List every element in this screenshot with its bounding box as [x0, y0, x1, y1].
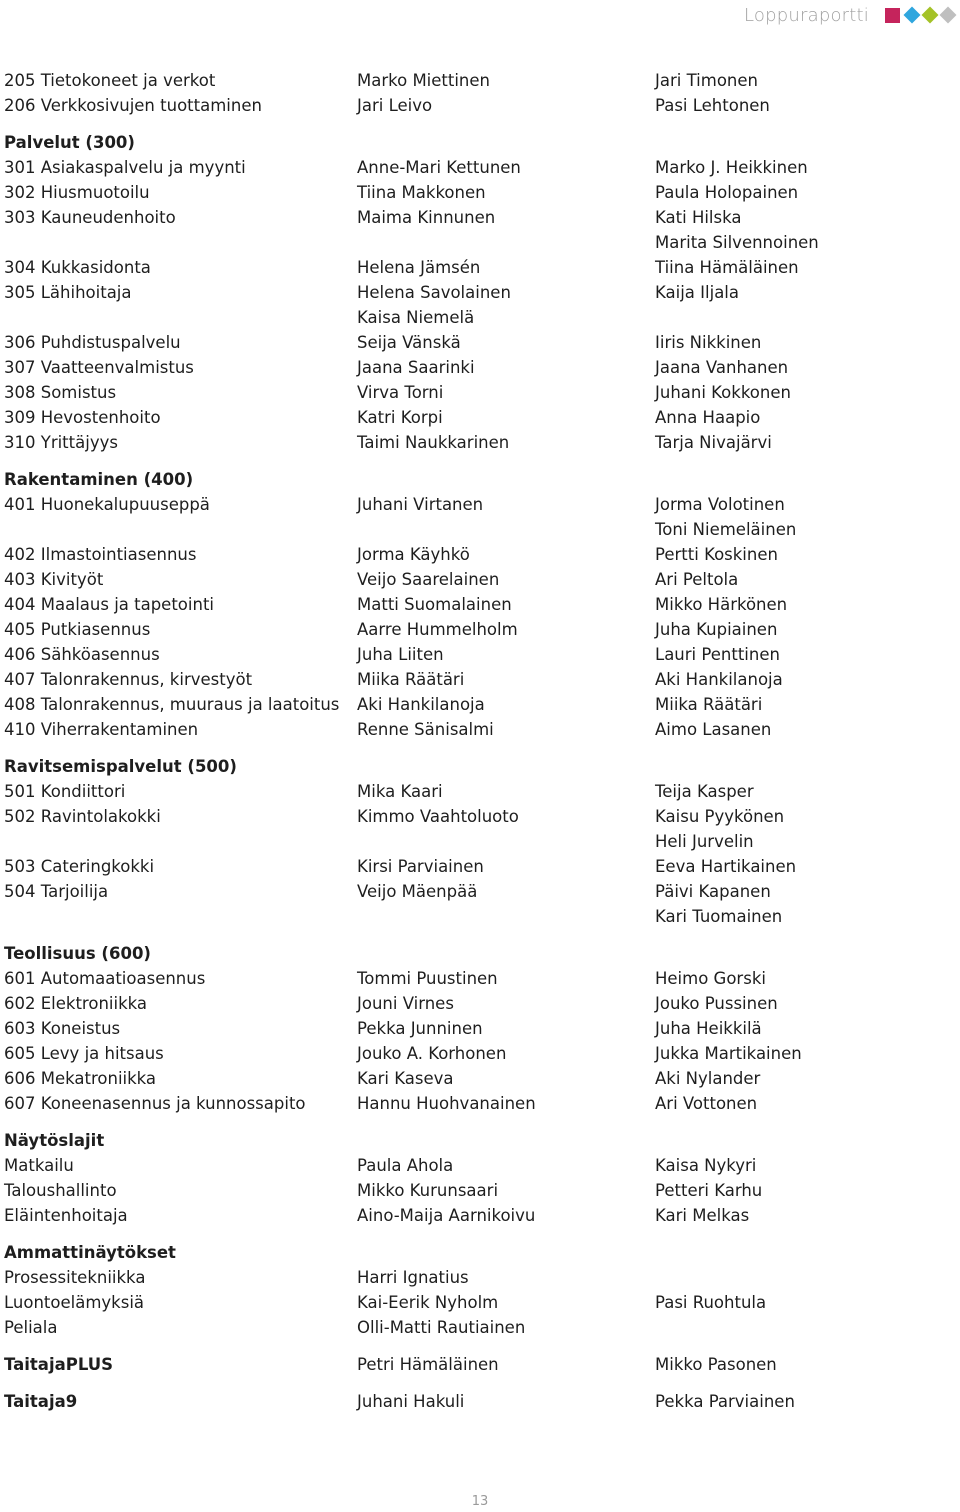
logo-diamond-blue-icon [904, 7, 921, 24]
table-row [4, 667, 954, 692]
chief-judge-name: Jouni Virnes [357, 994, 454, 1013]
deputy-judge-name: Iiris Nikkinen [655, 333, 762, 352]
skill-name: 301 Asiakaspalvelu ja myynti [4, 158, 246, 177]
deputy-judge-name: Pasi Lehtonen [655, 96, 770, 115]
chief-judge-name: Pekka Junninen [357, 1019, 483, 1038]
logo-diamond-green-icon [922, 7, 939, 24]
chief-judge-name: Mikko Kurunsaari [357, 1181, 499, 1200]
table-row [4, 155, 954, 180]
chief-judge-name: Aino-Maija Aarnikoivu [357, 1206, 536, 1225]
deputy-judge-name: Jorma Volotinen [655, 495, 785, 514]
chief-judge-name: Mika Kaari [357, 782, 443, 801]
section-block [4, 1240, 954, 1340]
deputy-judge-name: Lauri Penttinen [655, 645, 780, 664]
skill-name: 404 Maalaus ja tapetointi [4, 595, 214, 614]
chief-judge-name: Helena Jämsén [357, 258, 481, 277]
table-row [4, 517, 954, 542]
skill-name: 501 Kondiittori [4, 782, 126, 801]
skill-name: 602 Elektroniikka [4, 994, 147, 1013]
section-heading: Teollisuus (600) [4, 944, 151, 963]
chief-judge-name: Petri Hämäläinen [357, 1355, 499, 1374]
skill-name: 606 Mekatroniikka [4, 1069, 157, 1088]
deputy-judge-name: Jaana Vanhanen [655, 358, 789, 377]
table-row [4, 180, 954, 205]
chief-judge-name: Helena Savolainen [357, 283, 511, 302]
table-row [4, 430, 954, 455]
table-row [4, 1178, 954, 1203]
chief-judge-name: Jouko A. Korhonen [357, 1044, 507, 1063]
table-row [4, 230, 954, 255]
table-row [4, 1352, 954, 1377]
table-row [4, 305, 954, 330]
skills-table [4, 68, 954, 1414]
deputy-judge-name: Toni Niemeläinen [655, 520, 797, 539]
chief-judge-name: Jaana Saarinki [357, 358, 475, 377]
deputy-judge-name: Mikko Härkönen [655, 595, 788, 614]
chief-judge-name: Maima Kinnunen [357, 208, 496, 227]
skill-name: 309 Hevostenhoito [4, 408, 161, 427]
chief-judge-name: Kari Kaseva [357, 1069, 454, 1088]
skill-name: Prosessitekniikka [4, 1268, 146, 1287]
table-row [4, 692, 954, 717]
logo-square-icon [885, 8, 900, 23]
logo-diamond-grey-icon [940, 7, 957, 24]
page-header [744, 4, 954, 26]
deputy-judge-name: Kaisa Nykyri [655, 1156, 757, 1175]
chief-judge-name: Aarre Hummelholm [357, 620, 518, 639]
skill-name: TaitajaPLUS [4, 1355, 114, 1374]
skill-name: 206 Verkkosivujen tuottaminen [4, 96, 262, 115]
section-block [4, 754, 954, 929]
table-row [4, 991, 954, 1016]
table-row [4, 255, 954, 280]
skill-name: 305 Lähihoitaja [4, 283, 132, 302]
deputy-judge-name: Marita Silvennoinen [655, 233, 819, 252]
chief-judge-name: Juha Liiten [357, 645, 444, 664]
skill-name: 307 Vaatteenvalmistus [4, 358, 194, 377]
skill-name: 605 Levy ja hitsaus [4, 1044, 164, 1063]
report-title: Loppuraportti [744, 4, 869, 26]
deputy-judge-name: Kati Hilska [655, 208, 742, 227]
chief-judge-name: Kaisa Niemelä [357, 308, 475, 327]
chief-judge-name: Jari Leivo [357, 96, 433, 115]
chief-judge-name: Veijo Mäenpää [357, 882, 478, 901]
chief-judge-name: Tommi Puustinen [357, 969, 498, 988]
table-row [4, 1041, 954, 1066]
deputy-judge-name: Juha Kupiainen [655, 620, 778, 639]
chief-judge-name: Katri Korpi [357, 408, 443, 427]
skill-name: 601 Automaatioasennus [4, 969, 206, 988]
chief-judge-name: Tiina Makkonen [357, 183, 486, 202]
skill-name: 306 Puhdistuspalvelu [4, 333, 181, 352]
chief-judge-name: Virva Torni [357, 383, 444, 402]
table-row [4, 1315, 954, 1340]
chief-judge-name: Jorma Käyhkö [357, 545, 470, 564]
section-gap [4, 1340, 954, 1352]
deputy-judge-name: Marko J. Heikkinen [655, 158, 808, 177]
deputy-judge-name: Jari Timonen [655, 71, 758, 90]
skill-name: 407 Talonrakennus, kirvestyöt [4, 670, 253, 689]
skill-name: 502 Ravintolakokki [4, 807, 161, 826]
section-block [4, 941, 954, 1116]
chief-judge-name: Seija Vänskä [357, 333, 461, 352]
table-row [4, 1203, 954, 1228]
deputy-judge-name: Tarja Nivajärvi [655, 433, 772, 452]
deputy-judge-name: Anna Haapio [655, 408, 761, 427]
section-heading: Ravitsemispalvelut (500) [4, 757, 237, 776]
skill-name: 503 Cateringkokki [4, 857, 155, 876]
deputy-judge-name: Aki Hankilanoja [655, 670, 783, 689]
table-row [4, 804, 954, 829]
deputy-judge-name: Päivi Kapanen [655, 882, 771, 901]
table-row [4, 1091, 954, 1116]
skill-name: Taloushallinto [4, 1181, 117, 1200]
skill-name: 304 Kukkasidonta [4, 258, 151, 277]
chief-judge-name: Veijo Saarelainen [357, 570, 500, 589]
deputy-judge-name: Teija Kasper [655, 782, 754, 801]
deputy-judge-name: Miika Räätäri [655, 695, 763, 714]
table-row [4, 1153, 954, 1178]
deputy-judge-name: Eeva Hartikainen [655, 857, 797, 876]
table-row [4, 492, 954, 517]
table-row [4, 205, 954, 230]
chief-judge-name: Kimmo Vaahtoluoto [357, 807, 519, 826]
deputy-judge-name: Aki Nylander [655, 1069, 761, 1088]
section-gap [4, 1377, 954, 1389]
section-heading: Näytöslajit [4, 1131, 105, 1150]
section-gap [4, 118, 954, 130]
skill-name: Taitaja9 [4, 1392, 78, 1411]
table-row [4, 592, 954, 617]
page-number: 13 [471, 1494, 489, 1509]
chief-judge-name: Hannu Huohvanainen [357, 1094, 536, 1113]
table-row [4, 93, 954, 118]
skill-name: 205 Tietokoneet ja verkot [4, 71, 216, 90]
chief-judge-name: Kai-Eerik Nyholm [357, 1293, 499, 1312]
skill-name: Peliala [4, 1318, 58, 1337]
section-block [4, 1352, 954, 1377]
section-heading: Ammattinäytökset [4, 1243, 176, 1262]
skill-name: 402 Ilmastointiasennus [4, 545, 197, 564]
skill-name: 408 Talonrakennus, muuraus ja laatoitus [4, 695, 340, 714]
chief-judge-name: Harri Ignatius [357, 1268, 469, 1287]
table-row [4, 567, 954, 592]
section-block [4, 68, 954, 118]
skill-name: Eläintenhoitaja [4, 1206, 128, 1225]
section-gap [4, 455, 954, 467]
deputy-judge-name: Kari Tuomainen [655, 907, 783, 926]
section-heading: Rakentaminen (400) [4, 470, 194, 489]
table-row [4, 779, 954, 804]
chief-judge-name: Paula Ahola [357, 1156, 454, 1175]
deputy-judge-name: Paula Holopainen [655, 183, 799, 202]
section-block [4, 1128, 954, 1228]
table-row [4, 330, 954, 355]
section-gap [4, 1228, 954, 1240]
table-row [4, 405, 954, 430]
chief-judge-name: Anne-Mari Kettunen [357, 158, 521, 177]
table-row [4, 617, 954, 642]
deputy-judge-name: Heimo Gorski [655, 969, 766, 988]
table-row [4, 1265, 954, 1290]
table-row [4, 966, 954, 991]
deputy-judge-name: Aimo Lasanen [655, 720, 772, 739]
table-row [4, 1066, 954, 1091]
table-row [4, 542, 954, 567]
deputy-judge-name: Pasi Ruohtula [655, 1293, 767, 1312]
brand-logo [879, 8, 954, 23]
table-row [4, 879, 954, 904]
skill-name: 607 Koneenasennus ja kunnossapito [4, 1094, 306, 1113]
deputy-judge-name: Heli Jurvelin [655, 832, 754, 851]
section-block [4, 130, 954, 455]
table-row [4, 1290, 954, 1315]
skill-name: 303 Kauneudenhoito [4, 208, 176, 227]
section-block [4, 1389, 954, 1414]
deputy-judge-name: Jouko Pussinen [655, 994, 778, 1013]
skill-name: 308 Somistus [4, 383, 117, 402]
table-row [4, 68, 954, 93]
deputy-judge-name: Mikko Pasonen [655, 1355, 777, 1374]
chief-judge-name: Taimi Naukkarinen [357, 433, 510, 452]
skill-name: 603 Koneistus [4, 1019, 121, 1038]
table-row [4, 1016, 954, 1041]
deputy-judge-name: Tiina Hämäläinen [655, 258, 799, 277]
table-row [4, 355, 954, 380]
chief-judge-name: Marko Miettinen [357, 71, 490, 90]
skill-name: 403 Kivityöt [4, 570, 104, 589]
chief-judge-name: Renne Sänisalmi [357, 720, 494, 739]
deputy-judge-name: Jukka Martikainen [655, 1044, 802, 1063]
deputy-judge-name: Ari Vottonen [655, 1094, 758, 1113]
skill-name: 302 Hiusmuotoilu [4, 183, 150, 202]
deputy-judge-name: Kaisu Pyykönen [655, 807, 785, 826]
deputy-judge-name: Ari Peltola [655, 570, 739, 589]
chief-judge-name: Kirsi Parviainen [357, 857, 484, 876]
chief-judge-name: Olli-Matti Rautiainen [357, 1318, 526, 1337]
deputy-judge-name: Pekka Parviainen [655, 1392, 795, 1411]
deputy-judge-name: Pertti Koskinen [655, 545, 778, 564]
chief-judge-name: Juhani Hakuli [357, 1392, 465, 1411]
section-block [4, 467, 954, 742]
skill-name: Luontoelämyksiä [4, 1293, 145, 1312]
skill-name: 406 Sähköasennus [4, 645, 160, 664]
skill-name: 410 Viherrakentaminen [4, 720, 199, 739]
deputy-judge-name: Juhani Kokkonen [655, 383, 791, 402]
deputy-judge-name: Juha Heikkilä [655, 1019, 762, 1038]
section-heading: Palvelut (300) [4, 133, 135, 152]
chief-judge-name: Matti Suomalainen [357, 595, 512, 614]
skill-name: Matkailu [4, 1156, 74, 1175]
deputy-judge-name: Kari Melkas [655, 1206, 750, 1225]
table-row [4, 1389, 954, 1414]
table-row [4, 380, 954, 405]
chief-judge-name: Juhani Virtanen [357, 495, 484, 514]
table-row [4, 642, 954, 667]
section-gap [4, 1116, 954, 1128]
table-row [4, 829, 954, 854]
deputy-judge-name: Kaija Iljala [655, 283, 740, 302]
skill-name: 504 Tarjoilija [4, 882, 109, 901]
skill-name: 310 Yrittäjyys [4, 433, 118, 452]
skill-name: 405 Putkiasennus [4, 620, 151, 639]
section-gap [4, 929, 954, 941]
table-row [4, 904, 954, 929]
table-row [4, 717, 954, 742]
table-row [4, 854, 954, 879]
skill-name: 401 Huonekalupuuseppä [4, 495, 210, 514]
chief-judge-name: Miika Räätäri [357, 670, 465, 689]
section-gap [4, 742, 954, 754]
deputy-judge-name: Petteri Karhu [655, 1181, 763, 1200]
table-row [4, 280, 954, 305]
chief-judge-name: Aki Hankilanoja [357, 695, 485, 714]
